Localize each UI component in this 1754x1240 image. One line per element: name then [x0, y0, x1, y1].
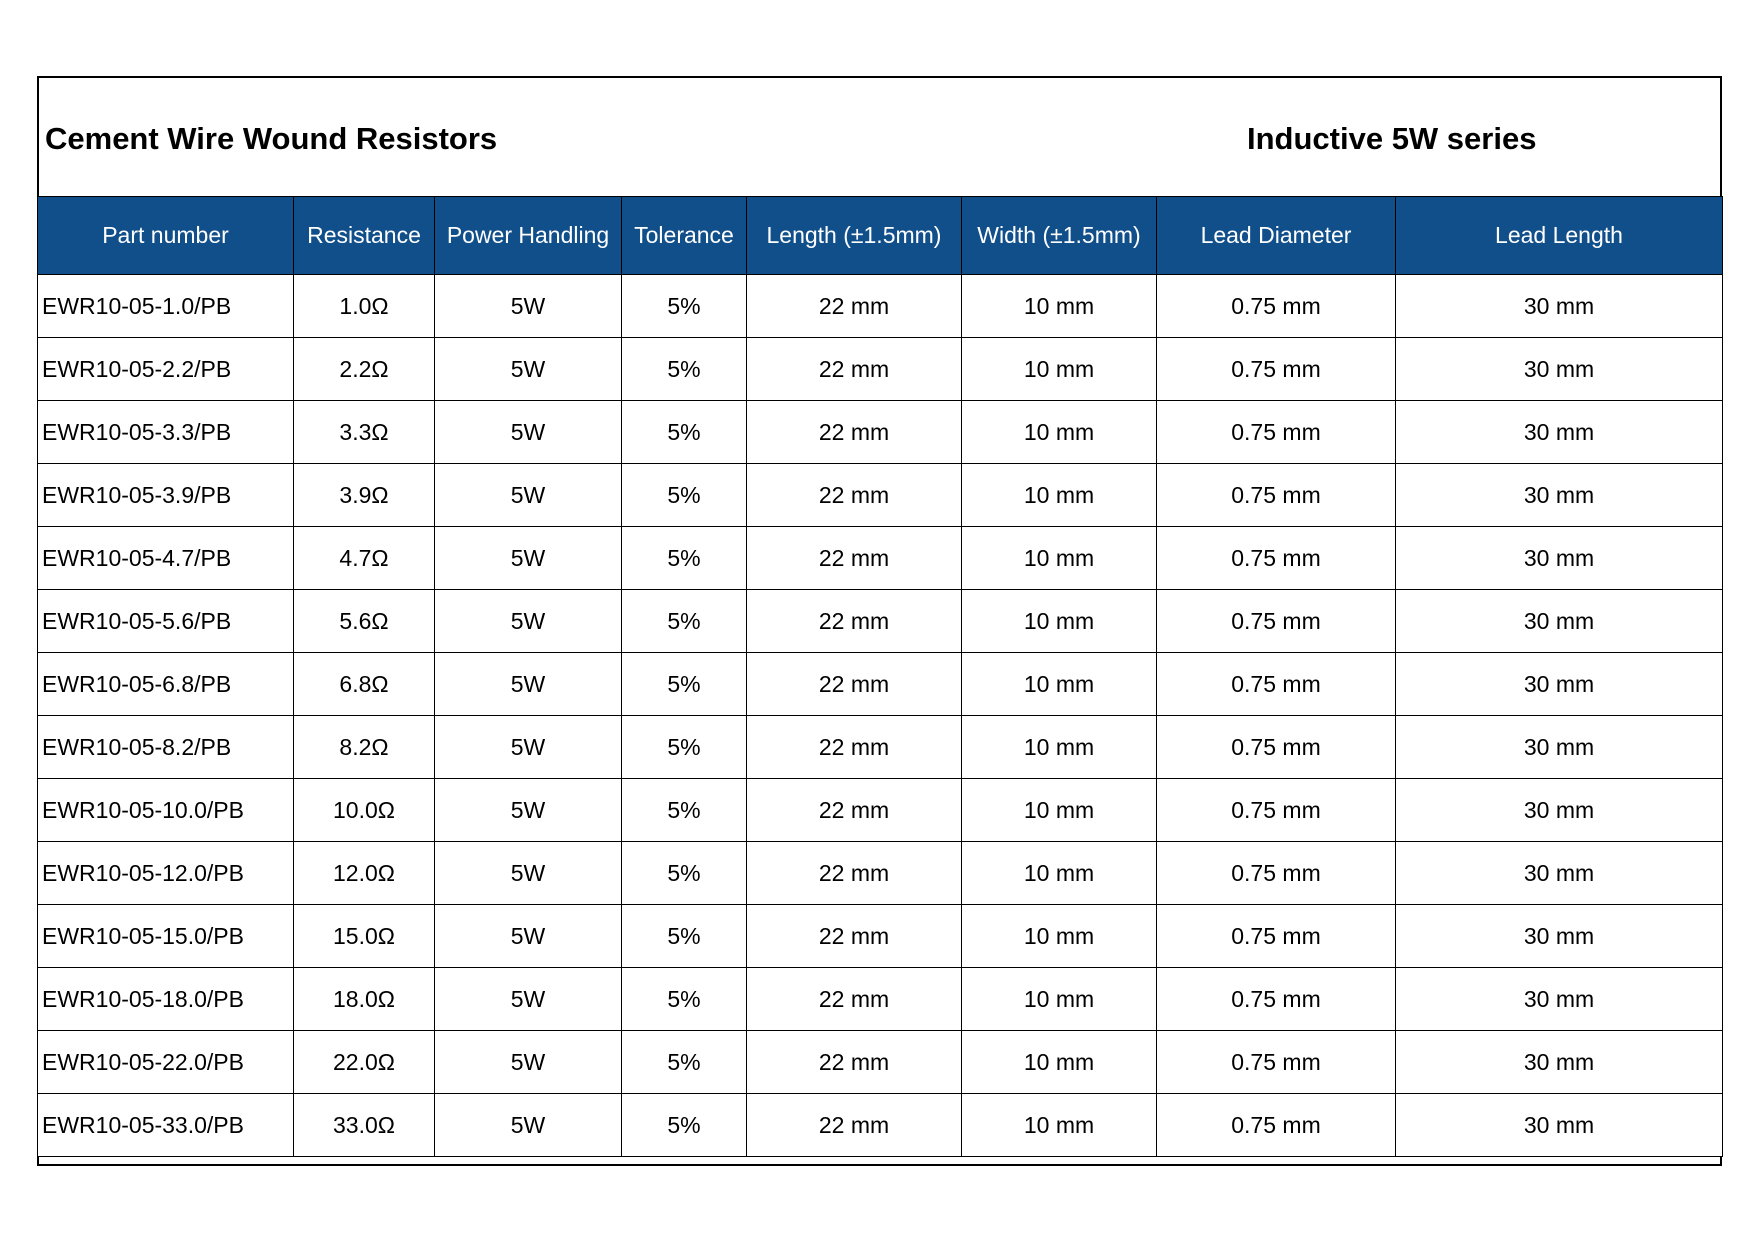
width-cell: 10 mm — [962, 779, 1157, 842]
power-handling-cell: 5W — [435, 968, 622, 1031]
length-cell: 22 mm — [747, 1094, 962, 1157]
table-row — [38, 716, 1723, 779]
lead-diameter-cell: 0.75 mm — [1157, 779, 1396, 842]
length-cell: 22 mm — [747, 716, 962, 779]
header-length: Length (±1.5mm) — [747, 197, 962, 275]
part-number-cell: EWR10-05-18.0/PB — [38, 968, 294, 1031]
lead-length-cell: 30 mm — [1396, 905, 1723, 968]
power-handling-cell: 5W — [435, 338, 622, 401]
lead-diameter-cell: 0.75 mm — [1157, 464, 1396, 527]
tolerance-cell: 5% — [622, 527, 747, 590]
part-number-cell: EWR10-05-5.6/PB — [38, 590, 294, 653]
part-number-cell: EWR10-05-1.0/PB — [38, 275, 294, 338]
length-cell: 22 mm — [747, 1031, 962, 1094]
resistance-cell: 12.0Ω — [294, 842, 435, 905]
power-handling-cell: 5W — [435, 842, 622, 905]
length-cell: 22 mm — [747, 590, 962, 653]
length-cell: 22 mm — [747, 527, 962, 590]
resistance-cell: 18.0Ω — [294, 968, 435, 1031]
document-title: Cement Wire Wound Resistors — [45, 121, 498, 156]
width-cell: 10 mm — [962, 842, 1157, 905]
lead-length-cell: 30 mm — [1396, 1031, 1723, 1094]
spec-sheet — [37, 76, 1722, 1166]
power-handling-cell: 5W — [435, 1094, 622, 1157]
lead-length-cell: 30 mm — [1396, 590, 1723, 653]
part-number-cell: EWR10-05-15.0/PB — [38, 905, 294, 968]
tolerance-cell: 5% — [622, 590, 747, 653]
lead-diameter-cell: 0.75 mm — [1157, 716, 1396, 779]
lead-diameter-cell: 0.75 mm — [1157, 842, 1396, 905]
resistance-cell: 3.3Ω — [294, 401, 435, 464]
power-handling-cell: 5W — [435, 653, 622, 716]
resistance-cell: 10.0Ω — [294, 779, 435, 842]
width-cell: 10 mm — [962, 464, 1157, 527]
lead-diameter-cell: 0.75 mm — [1157, 590, 1396, 653]
table-row — [38, 338, 1723, 401]
tolerance-cell: 5% — [622, 275, 747, 338]
part-number-cell: EWR10-05-2.2/PB — [38, 338, 294, 401]
resistance-cell: 8.2Ω — [294, 716, 435, 779]
power-handling-cell: 5W — [435, 275, 622, 338]
lead-diameter-cell: 0.75 mm — [1157, 968, 1396, 1031]
lead-diameter-cell: 0.75 mm — [1157, 905, 1396, 968]
header-width: Width (±1.5mm) — [962, 197, 1157, 275]
part-number-cell: EWR10-05-10.0/PB — [38, 779, 294, 842]
power-handling-cell: 5W — [435, 464, 622, 527]
table-row — [38, 401, 1723, 464]
lead-diameter-cell: 0.75 mm — [1157, 653, 1396, 716]
table-row — [38, 842, 1723, 905]
part-number-cell: EWR10-05-12.0/PB — [38, 842, 294, 905]
tolerance-cell: 5% — [622, 968, 747, 1031]
width-cell: 10 mm — [962, 590, 1157, 653]
power-handling-cell: 5W — [435, 779, 622, 842]
tolerance-cell: 5% — [622, 464, 747, 527]
tolerance-cell: 5% — [622, 1031, 747, 1094]
resistance-cell: 5.6Ω — [294, 590, 435, 653]
tolerance-cell: 5% — [622, 1094, 747, 1157]
lead-length-cell: 30 mm — [1396, 464, 1723, 527]
lead-length-cell: 30 mm — [1396, 968, 1723, 1031]
tolerance-cell: 5% — [622, 842, 747, 905]
resistance-cell: 4.7Ω — [294, 527, 435, 590]
part-number-cell: EWR10-05-3.3/PB — [38, 401, 294, 464]
header-row — [38, 197, 1723, 275]
length-cell: 22 mm — [747, 842, 962, 905]
lead-length-cell: 30 mm — [1396, 779, 1723, 842]
resistor-spec-table — [37, 196, 1723, 1157]
table-row — [38, 779, 1723, 842]
header-tolerance: Tolerance — [622, 197, 747, 275]
lead-diameter-cell: 0.75 mm — [1157, 338, 1396, 401]
width-cell: 10 mm — [962, 338, 1157, 401]
part-number-cell: EWR10-05-8.2/PB — [38, 716, 294, 779]
part-number-cell: EWR10-05-4.7/PB — [38, 527, 294, 590]
resistance-cell: 15.0Ω — [294, 905, 435, 968]
resistance-cell: 2.2Ω — [294, 338, 435, 401]
table-row — [38, 968, 1723, 1031]
length-cell: 22 mm — [747, 338, 962, 401]
length-cell: 22 mm — [747, 968, 962, 1031]
header-power-handling: Power Handling — [435, 197, 622, 275]
part-number-cell: EWR10-05-6.8/PB — [38, 653, 294, 716]
width-cell: 10 mm — [962, 653, 1157, 716]
resistance-cell: 6.8Ω — [294, 653, 435, 716]
length-cell: 22 mm — [747, 779, 962, 842]
power-handling-cell: 5W — [435, 716, 622, 779]
table-row — [38, 590, 1723, 653]
lead-length-cell: 30 mm — [1396, 716, 1723, 779]
part-number-cell: EWR10-05-33.0/PB — [38, 1094, 294, 1157]
power-handling-cell: 5W — [435, 905, 622, 968]
header-lead-diameter: Lead Diameter — [1157, 197, 1396, 275]
table-row — [38, 1094, 1723, 1157]
width-cell: 10 mm — [962, 968, 1157, 1031]
resistance-cell: 22.0Ω — [294, 1031, 435, 1094]
tolerance-cell: 5% — [622, 338, 747, 401]
table-row — [38, 464, 1723, 527]
length-cell: 22 mm — [747, 275, 962, 338]
header-resistance: Resistance — [294, 197, 435, 275]
lead-diameter-cell: 0.75 mm — [1157, 275, 1396, 338]
lead-length-cell: 30 mm — [1396, 275, 1723, 338]
resistance-cell: 33.0Ω — [294, 1094, 435, 1157]
table-row — [38, 1031, 1723, 1094]
length-cell: 22 mm — [747, 653, 962, 716]
table-row — [38, 527, 1723, 590]
lead-diameter-cell: 0.75 mm — [1157, 401, 1396, 464]
resistance-cell: 3.9Ω — [294, 464, 435, 527]
resistance-cell: 1.0Ω — [294, 275, 435, 338]
power-handling-cell: 5W — [435, 527, 622, 590]
width-cell: 10 mm — [962, 905, 1157, 968]
lead-length-cell: 30 mm — [1396, 653, 1723, 716]
tolerance-cell: 5% — [622, 905, 747, 968]
lead-length-cell: 30 mm — [1396, 842, 1723, 905]
width-cell: 10 mm — [962, 716, 1157, 779]
tolerance-cell: 5% — [622, 779, 747, 842]
title-bar — [39, 78, 1720, 197]
header-lead-length: Lead Length — [1396, 197, 1723, 275]
table-row — [38, 275, 1723, 338]
length-cell: 22 mm — [747, 464, 962, 527]
header-part-number: Part number — [38, 197, 294, 275]
power-handling-cell: 5W — [435, 401, 622, 464]
power-handling-cell: 5W — [435, 1031, 622, 1094]
lead-diameter-cell: 0.75 mm — [1157, 1031, 1396, 1094]
series-title: Inductive 5W series — [1247, 121, 1537, 156]
lead-diameter-cell: 0.75 mm — [1157, 527, 1396, 590]
table-body — [38, 275, 1723, 1157]
tolerance-cell: 5% — [622, 401, 747, 464]
power-handling-cell: 5W — [435, 590, 622, 653]
width-cell: 10 mm — [962, 1094, 1157, 1157]
width-cell: 10 mm — [962, 275, 1157, 338]
width-cell: 10 mm — [962, 527, 1157, 590]
length-cell: 22 mm — [747, 401, 962, 464]
lead-length-cell: 30 mm — [1396, 527, 1723, 590]
table-row — [38, 905, 1723, 968]
length-cell: 22 mm — [747, 905, 962, 968]
table-row — [38, 653, 1723, 716]
width-cell: 10 mm — [962, 401, 1157, 464]
lead-length-cell: 30 mm — [1396, 1094, 1723, 1157]
width-cell: 10 mm — [962, 1031, 1157, 1094]
part-number-cell: EWR10-05-22.0/PB — [38, 1031, 294, 1094]
lead-diameter-cell: 0.75 mm — [1157, 1094, 1396, 1157]
lead-length-cell: 30 mm — [1396, 401, 1723, 464]
tolerance-cell: 5% — [622, 653, 747, 716]
lead-length-cell: 30 mm — [1396, 338, 1723, 401]
part-number-cell: EWR10-05-3.9/PB — [38, 464, 294, 527]
tolerance-cell: 5% — [622, 716, 747, 779]
